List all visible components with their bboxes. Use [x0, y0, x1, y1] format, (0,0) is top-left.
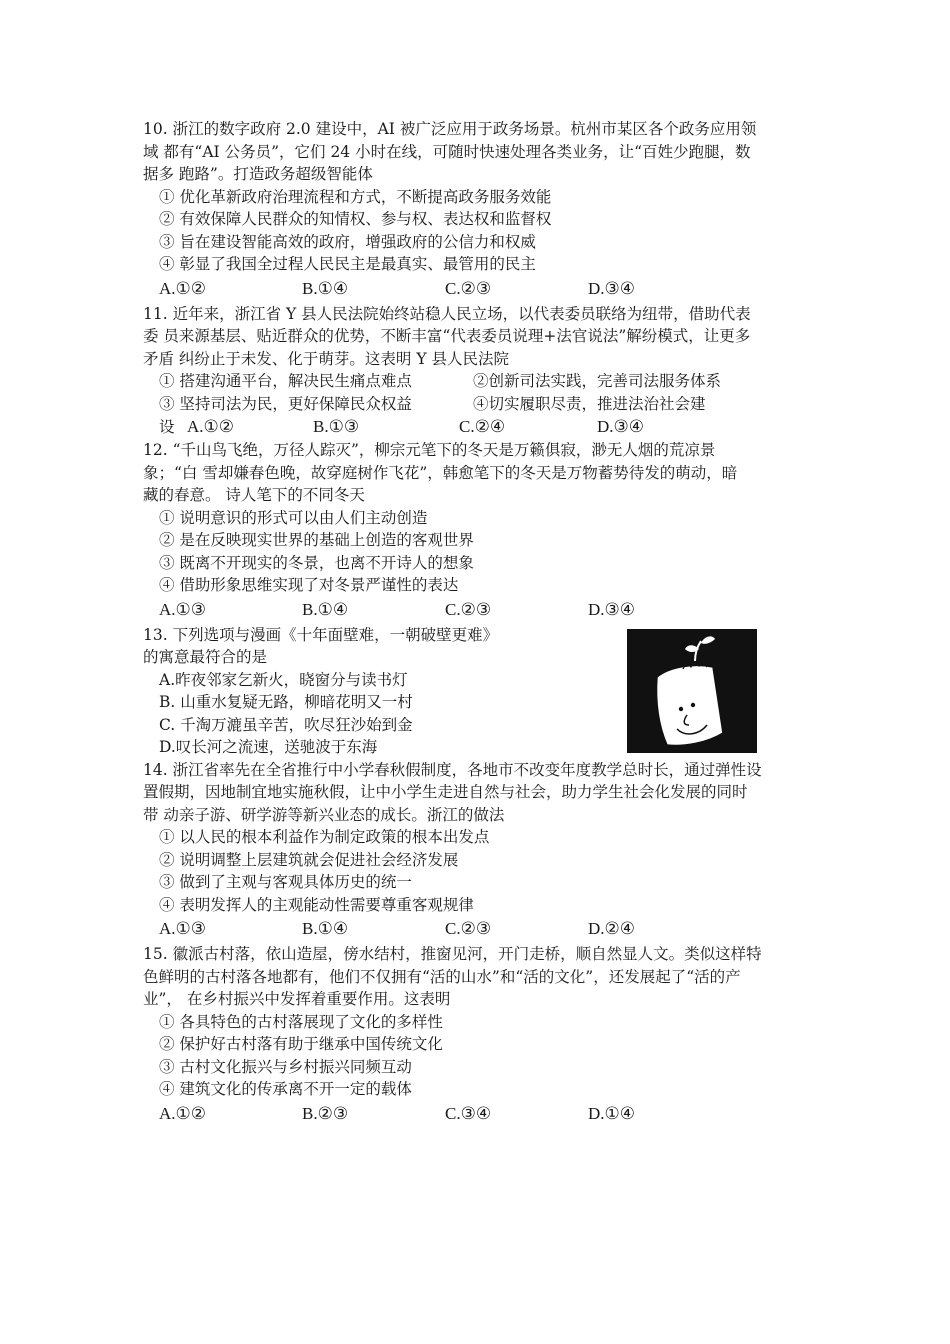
- choice-d: D.③④: [588, 599, 636, 619]
- choice-c: C.②③: [445, 919, 492, 938]
- question-stem-line: 矛盾 纠纷止于未发、化于萌芽。这表明 Y 县人民法院: [143, 349, 510, 368]
- option-statement: ② 说明调整上层建筑就会促进社会经济发展: [159, 850, 459, 869]
- option-statement: ④ 建筑文化的传承离不开一定的载体: [159, 1080, 412, 1098]
- choice-c: C.②③: [445, 278, 492, 298]
- question-stem-line: 的寓意最符合的是: [143, 648, 268, 666]
- option-statement: ②创新司法实践，完善司法服务体系: [473, 372, 722, 390]
- question-stem-line: 11. 近年来，浙江省 Y 县人民法院始终站稳人民立场，以代表委员联络为纽带，借助代表: [143, 304, 751, 323]
- option-statement: ① 说明意识的形式可以由人们主动创造: [159, 508, 428, 527]
- question-stem-line: 10. 浙江的数字政府 2.0 建设中，AI 被广泛应用于政务场景。杭州市某区各个政务应用领: [143, 120, 757, 138]
- choice-d: D.③④: [588, 278, 636, 298]
- option-statement: ③ 既离不开现实的冬景，也离不开诗人的想象: [159, 553, 474, 572]
- question-stem-line: 13. 下列选项与漫画《十年面壁难，一朝破壁更难》: [143, 625, 499, 644]
- choice-b: B.①④: [302, 919, 349, 938]
- option-statement: ① 搭建沟通平台，解决民生痛点难点: [159, 372, 412, 390]
- choice-b: B.①④: [302, 599, 349, 619]
- option-statement: ② 有效保障人民群众的知情权、参与权、表达权和监督权: [159, 210, 552, 228]
- answer-choices: [143, 917, 813, 941]
- option-statement: ③ 旨在建设智能高效的政府，增强政府的公信力和权威: [159, 232, 536, 251]
- option-statement: ③ 古村文化振兴与乡村振兴同频互动: [159, 1057, 412, 1076]
- answer-choices: [143, 277, 813, 301]
- question-15: [143, 943, 813, 1126]
- question-stem-line: 15. 徽派古村落，依山造屋，傍水结村，推窗见河，开门走桥，顺自然显人文。类似这样特: [143, 945, 762, 963]
- cartoon-image: [627, 629, 757, 753]
- choice-d: D.①④: [588, 1103, 636, 1123]
- question-stem-line: 14. 浙江省率先在全省推行中小学春秋假制度，各地市不改变年度教学总时长，通过弹性设: [143, 760, 762, 779]
- question-stem-line: 藏的春意。 诗人笔下的不同冬天: [143, 486, 365, 504]
- choice-b: B.①④: [302, 278, 349, 298]
- choice-a: A.①②: [159, 1103, 207, 1123]
- choice-b: B.①③: [313, 417, 360, 436]
- question-10: [143, 118, 813, 301]
- question-stem-line: 据多 跑路”。打造政务超级智能体: [143, 165, 373, 183]
- option-statement: ③ 做到了主观与客观具体历史的统一: [159, 873, 412, 891]
- choice-c: C.③④: [445, 1103, 492, 1123]
- exam-page: [143, 118, 813, 1128]
- choice-b: B.②③: [302, 1103, 349, 1123]
- option-statement: ① 各具特色的古村落展现了文化的多样性: [159, 1012, 443, 1031]
- question-stem-line: 象；“白 雪却嫌春色晚，故穿庭树作飞花”，韩愈笔下的冬天是万物蓄势待发的萌动，暗: [143, 463, 738, 482]
- option-continuation: 设: [159, 418, 175, 436]
- choice-d: D.③④: [597, 417, 645, 436]
- choice-a: A.①②: [187, 417, 235, 436]
- option-row: [143, 370, 813, 393]
- option-statement: ③ 坚持司法为民，更好保障民众权益: [159, 394, 412, 413]
- option-statement: ④ 表明发挥人的主观能动性需要尊重客观规律: [159, 895, 474, 914]
- option-statement: ④切实履职尽责，推进法治社会建: [473, 394, 706, 413]
- option-statement: ④ 彰显了我国全过程人民民主是最真实、最管用的民主: [159, 255, 536, 273]
- option-statement: C. 千淘万漉虽辛苦，吹尽狂沙始到金: [159, 715, 413, 734]
- question-13: [143, 624, 813, 759]
- question-stem-line: 委 员来源基层、贴近群众的优势，不断丰富“代表委员说理+法官说法”解纷模式，让更多: [143, 327, 751, 345]
- answer-choices: [143, 598, 813, 622]
- question-14: [143, 759, 813, 942]
- question-stem-line: 置假期，因地制宜地实施秋假，让中小学生走进自然与社会，助力学生社会化发展的同时: [143, 783, 748, 801]
- option-statement: D.叹长河之流速，送驰波于东海: [159, 738, 378, 756]
- option-statement: ② 是在反映现实世界的基础上创造的客观世界: [159, 531, 474, 549]
- option-statement: ① 优化革新政府治理流程和方式，不断提高政务服务效能: [159, 187, 552, 206]
- question-11: [143, 303, 813, 440]
- choice-a: A.①③: [159, 919, 207, 938]
- question-stem-line: 12. “千山鸟飞绝，万径人踪灭”，柳宗元笔下的冬天是万籁俱寂，渺无人烟的荒凉景: [143, 441, 716, 459]
- choice-c: C.②④: [459, 417, 506, 436]
- question-stem-line: 色鲜明的古村落各地都有，他们不仅拥有“活的山水”和“活的文化”，还发展起了“活的产: [143, 967, 741, 986]
- option-statement: ① 以人民的根本利益作为制定政策的根本出发点: [159, 828, 490, 846]
- choice-a: A.①③: [159, 599, 207, 619]
- option-statement: A.昨夜邻家乞新火，晓窗分与读书灯: [159, 670, 408, 689]
- answer-choices: [143, 415, 813, 439]
- question-stem-line: 域 都有“AI 公务员”，它们 24 小时在线，可随时快速处理各类业务，让“百姓少跑腿，数: [143, 142, 751, 161]
- choice-c: C.②③: [445, 599, 492, 619]
- question-stem-line: 带 动亲子游、研学游等新兴业态的成长。浙江的做法: [143, 805, 505, 824]
- answer-choices: [143, 1102, 813, 1126]
- choice-d: D.②④: [588, 919, 636, 938]
- option-statement: B. 山重水复疑无路，柳暗花明又一村: [159, 693, 413, 711]
- option-statement: ② 保护好古村落有助于继承中国传统文化: [159, 1035, 443, 1053]
- choice-a: A.①②: [159, 278, 207, 298]
- option-statement: ④ 借助形象思维实现了对冬景严谨性的表达: [159, 576, 459, 594]
- question-stem-line: 业”， 在乡村振兴中发挥着重要作用。这表明: [143, 990, 451, 1008]
- question-12: [143, 439, 813, 622]
- option-row: [143, 393, 813, 416]
